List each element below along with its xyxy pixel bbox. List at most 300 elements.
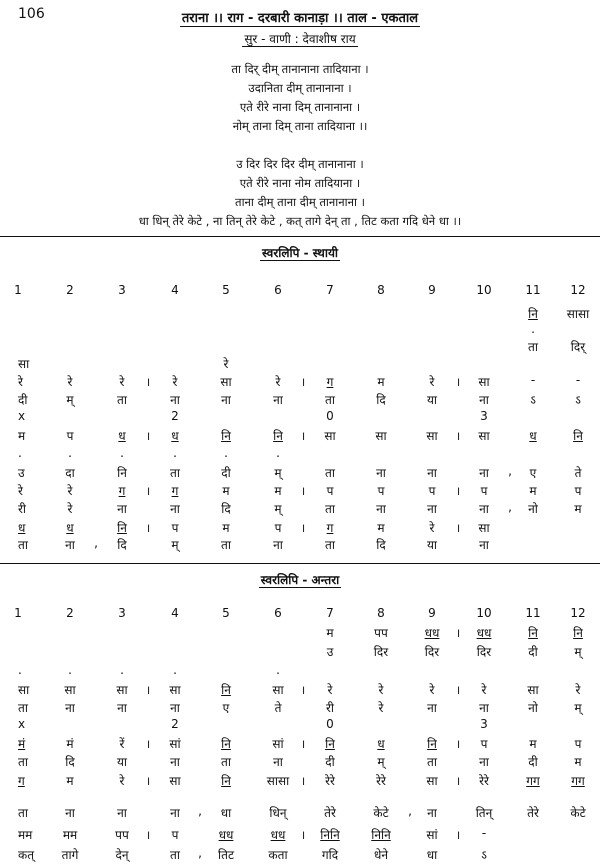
notation-row — [0, 355, 600, 375]
notation-cell: - — [481, 826, 487, 840]
notation-cell: ना — [479, 701, 489, 715]
notation-cell: नि — [325, 737, 335, 751]
notation-cell: रेरे — [376, 774, 386, 788]
notation-cell: ता — [18, 538, 28, 552]
notation-cell: 7 — [326, 283, 334, 297]
notation-cell: ना — [170, 701, 180, 715]
notation-cell: प — [274, 521, 282, 535]
notation-row — [0, 624, 600, 644]
notation-cell: . — [276, 446, 280, 460]
notation-cell: ते — [574, 466, 582, 480]
notation-cell: । — [455, 375, 461, 389]
notation-cell: ध — [66, 521, 74, 535]
notation-cell: 11 — [525, 283, 541, 297]
notation-cell: सां — [426, 828, 438, 842]
notation-row — [0, 663, 600, 683]
notation-cell: । — [455, 429, 461, 443]
notation-cell: नि — [221, 774, 231, 788]
notation-cell: ए — [529, 466, 537, 480]
notation-cell: . — [224, 446, 228, 460]
notation-cell: प — [480, 737, 488, 751]
notation-cell: ग — [171, 484, 179, 498]
notation-cell: रे — [223, 357, 229, 371]
notation-cell: ना — [170, 393, 180, 407]
notation-cell: सा — [169, 774, 181, 788]
notation-cell: दिर — [476, 645, 492, 659]
notation-cell: रे — [119, 375, 125, 389]
notation-cell: ना — [427, 502, 437, 516]
notation-cell: दिर — [373, 645, 389, 659]
notation-cell: , — [508, 500, 512, 514]
notation-row — [0, 735, 600, 755]
notation-cell: धिन् — [269, 806, 287, 820]
notation-cell: सां — [272, 737, 284, 751]
notation-cell: सा — [116, 683, 128, 697]
notation-cell: । — [300, 429, 306, 443]
notation-cell: म — [377, 375, 385, 389]
notation-cell: ना — [65, 701, 75, 715]
notation-cell: 12 — [570, 283, 586, 297]
notation-cell: ता — [325, 502, 335, 516]
notation-cell: . — [531, 322, 535, 336]
notation-cell: नि — [221, 737, 231, 751]
notation-cell: ध — [377, 737, 385, 751]
notation-row — [0, 536, 600, 556]
notation-cell: रे — [18, 484, 23, 498]
notation-cell: म — [274, 484, 282, 498]
notation-cell: म् — [171, 538, 179, 552]
lyric-line: एते रीरे नाना दिम् तानानाना । — [239, 100, 361, 114]
page-title — [0, 8, 600, 26]
notation-cell: रे — [378, 701, 384, 715]
notation-cell: , — [94, 536, 98, 550]
antara-heading — [0, 571, 600, 588]
notation-cell: मम — [62, 828, 78, 842]
notation-cell: । — [145, 429, 151, 443]
notation-cell: धेने — [373, 848, 389, 862]
notation-cell: सा — [478, 429, 490, 443]
subtitle-text: सुर - वाणी : देवाशीष राय — [244, 32, 356, 46]
notation-cell: सासा — [266, 774, 290, 788]
notation-cell: नि — [427, 737, 437, 751]
notation-cell: 12 — [570, 606, 586, 620]
notation-cell: ता — [221, 538, 231, 552]
notation-cell: तागे — [61, 848, 79, 862]
notation-cell: 9 — [428, 283, 436, 297]
notation-cell: । — [145, 683, 151, 697]
notation-cell: । — [455, 521, 461, 535]
notation-cell: 1 — [14, 283, 22, 297]
notation-cell: रे — [327, 683, 333, 697]
notation-cell: सासा — [566, 307, 590, 321]
notation-cell: री — [325, 701, 335, 715]
notation-cell: दि — [376, 538, 386, 552]
notation-row — [0, 753, 600, 773]
notation-cell: 8 — [377, 606, 385, 620]
notation-cell: , — [508, 464, 512, 478]
lyric-line: धा धिन् तेरे केटे , ना तिन् तेरे केटे , कत् तागे देन् ता , तिट कता गदि धेने धा ।। — [138, 214, 462, 228]
notation-cell: । — [145, 484, 151, 498]
notation-cell: 10 — [476, 606, 492, 620]
notation-cell: धध — [476, 626, 492, 640]
notation-cell: मम — [18, 828, 33, 842]
notation-cell: ता — [325, 393, 335, 407]
notation-cell: x — [18, 717, 26, 731]
notation-cell: ना — [479, 393, 489, 407]
notation-cell: । — [300, 484, 306, 498]
notation-cell: नि — [273, 429, 283, 443]
notation-cell: रेरे — [325, 774, 335, 788]
lyric-line: ता दिर् दीम् तानानाना तादियाना । — [231, 62, 369, 76]
notation-cell: 7 — [326, 606, 334, 620]
notation-cell: रे — [429, 521, 435, 535]
notation-cell: ता — [221, 755, 231, 769]
notation-cell: देन् — [115, 848, 129, 862]
notation-cell: । — [455, 484, 461, 498]
notation-row — [0, 283, 600, 303]
notation-cell: सा — [426, 429, 438, 443]
notation-cell: मं — [66, 737, 74, 751]
notation-cell: . — [173, 446, 177, 460]
notation-cell: 8 — [377, 283, 385, 297]
notation-cell: ना — [427, 466, 437, 480]
divider — [0, 236, 600, 237]
notation-cell: दिर — [424, 645, 440, 659]
notation-cell: रे — [275, 375, 281, 389]
notation-cell: । — [145, 774, 151, 788]
notation-cell: . — [173, 663, 177, 677]
sthayi-heading — [0, 244, 600, 261]
notation-cell: । — [455, 774, 461, 788]
notation-cell: ना — [117, 806, 127, 820]
notation-cell: ता — [325, 466, 335, 480]
notation-cell: ता — [325, 538, 335, 552]
notation-cell: ते — [274, 701, 282, 715]
notation-cell: । — [300, 737, 306, 751]
notation-cell: । — [300, 828, 306, 842]
notation-cell: प — [171, 828, 179, 842]
notation-cell: रे — [172, 375, 178, 389]
notation-cell: ना — [376, 502, 386, 516]
notation-cell: नो — [528, 701, 538, 715]
page-number: 106 — [18, 6, 45, 22]
notation-cell: नि — [573, 429, 583, 443]
notation-cell: । — [300, 683, 306, 697]
notation-cell: रे — [119, 774, 125, 788]
notation-cell: प — [377, 484, 385, 498]
notation-cell: सा — [375, 429, 387, 443]
notation-cell: ना — [273, 538, 283, 552]
divider — [0, 563, 600, 564]
lyric-line: एते रीरे नाना नोम तादियाना । — [239, 176, 361, 190]
notation-cell: ना — [479, 538, 489, 552]
notation-row — [0, 391, 600, 411]
notation-cell: ता — [427, 755, 437, 769]
notation-cell: । — [145, 737, 151, 751]
notation-row — [0, 643, 600, 663]
notation-cell: 3 — [480, 717, 488, 731]
notation-cell: सा — [478, 521, 490, 535]
notation-row — [0, 482, 600, 502]
notation-row — [0, 446, 600, 466]
notation-cell: 6 — [274, 283, 282, 297]
notation-cell: ना — [273, 755, 283, 769]
notation-cell: 2 — [66, 606, 74, 620]
notation-cell: । — [145, 828, 151, 842]
notation-cell: । — [455, 626, 461, 640]
notation-cell: सा — [18, 683, 30, 697]
notation-cell: । — [145, 521, 151, 535]
notation-cell: । — [455, 683, 461, 697]
notation-cell: सा — [426, 774, 438, 788]
page-subtitle — [0, 30, 600, 47]
notation-cell: रें — [119, 737, 125, 751]
notation-cell: ध — [171, 429, 179, 443]
notation-cell: । — [300, 774, 306, 788]
notation-cell: ग — [326, 521, 334, 535]
notation-cell: गदि — [321, 848, 339, 862]
lyric-line: ताना दीम् ताना दीम् तानानाना । — [235, 195, 365, 209]
notation-row — [0, 409, 600, 429]
notation-cell: म — [529, 737, 537, 751]
notation-cell: ता — [117, 393, 127, 407]
notation-cell: प — [326, 484, 334, 498]
notation-row — [0, 606, 600, 626]
notation-cell: . — [120, 663, 124, 677]
notation-cell: 4 — [171, 606, 179, 620]
lyrics-block — [0, 60, 600, 231]
notation-cell: म — [377, 521, 385, 535]
notation-cell: 0 — [326, 409, 334, 423]
notation-cell: कता — [268, 848, 288, 862]
notation-cell: सा — [169, 683, 181, 697]
notation-cell: ध — [118, 429, 126, 443]
notation-cell: दि — [65, 755, 75, 769]
notation-cell: म् — [377, 755, 385, 769]
notation-cell: . — [68, 446, 72, 460]
notation-cell: ना — [479, 755, 489, 769]
notation-cell: नि — [221, 429, 231, 443]
notation-cell: - — [575, 373, 581, 387]
notation-cell: म — [66, 774, 74, 788]
notation-cell: ना — [65, 806, 75, 820]
notation-cell: ऽ — [481, 848, 487, 862]
notation-cell: धा — [426, 848, 438, 862]
notation-row — [0, 681, 600, 701]
notation-cell: रेरे — [479, 774, 489, 788]
title-text: तराना ।। राग - दरबारी कानाड़ा ।। ताल - एकताल — [181, 11, 419, 26]
notation-cell: 2 — [66, 283, 74, 297]
notation-cell: 6 — [274, 606, 282, 620]
notation-cell: म् — [66, 393, 74, 407]
notation-row — [0, 804, 600, 824]
notation-cell: री — [18, 502, 27, 516]
notation-row — [0, 427, 600, 447]
notation-cell: ग — [118, 484, 126, 498]
notation-cell: 3 — [118, 283, 126, 297]
notation-cell: कत् — [18, 848, 35, 862]
lyric-line: उ दिर दिर दिर दीम् तानानाना । — [236, 157, 364, 171]
notation-cell: 9 — [428, 606, 436, 620]
notation-cell: - — [530, 373, 536, 387]
notation-cell: रे — [429, 683, 435, 697]
notation-cell: नि — [221, 683, 231, 697]
notation-cell: या — [426, 393, 438, 407]
notation-cell: रे — [481, 683, 487, 697]
notation-cell: गग — [526, 774, 540, 788]
notation-cell: . — [68, 663, 72, 677]
notation-cell: ता — [18, 701, 28, 715]
notation-cell: रे — [378, 683, 384, 697]
notation-cell: ग — [326, 375, 334, 389]
notation-cell: ता — [170, 848, 180, 862]
notation-cell: ना — [170, 806, 180, 820]
notation-cell: ना — [427, 701, 437, 715]
notation-cell: धा — [220, 806, 232, 820]
notation-cell: ना — [170, 502, 180, 516]
notation-cell: दी — [528, 755, 538, 769]
notation-cell: तेरे — [324, 806, 336, 820]
sthayi-heading-text: स्वरलिपि - स्थायी — [261, 246, 339, 260]
notation-cell: म — [529, 484, 537, 498]
notation-cell: रे — [575, 683, 581, 697]
notation-cell: ए — [222, 701, 230, 715]
notation-cell: ता — [170, 466, 180, 480]
notation-cell: केटे — [373, 806, 389, 820]
notation-cell: निनि — [320, 828, 340, 842]
notation-cell: रे — [67, 375, 73, 389]
notation-cell: म् — [574, 645, 582, 659]
notation-cell: रे — [67, 484, 73, 498]
notation-cell: प — [66, 429, 74, 443]
notation-cell: ध — [18, 521, 26, 535]
notation-cell: ता — [18, 806, 28, 820]
notation-cell: प — [574, 737, 582, 751]
notation-cell: प — [171, 521, 179, 535]
notation-cell: मं — [18, 737, 26, 751]
notation-cell: दा — [65, 466, 75, 480]
notation-cell: नि — [117, 521, 127, 535]
notation-cell: 3 — [118, 606, 126, 620]
notation-cell: , — [408, 804, 412, 818]
notation-cell: दी — [325, 755, 335, 769]
notation-cell: । — [300, 375, 306, 389]
notation-cell: ना — [117, 701, 127, 715]
notation-cell: । — [300, 521, 306, 535]
notation-cell: नि — [117, 466, 127, 480]
notation-cell: पप — [115, 828, 129, 842]
notation-cell: ग — [18, 774, 25, 788]
notation-cell: दी — [528, 645, 538, 659]
notation-cell: । — [145, 375, 151, 389]
notation-cell: प — [428, 484, 436, 498]
notation-cell: प — [574, 484, 582, 498]
notation-cell: उ — [326, 645, 334, 659]
notation-cell: दी — [221, 466, 231, 480]
lyric-line: उदानिता दीम् तानानाना । — [248, 81, 352, 95]
notation-cell: ना — [65, 538, 75, 552]
notation-cell: रे — [18, 375, 23, 389]
notation-row — [0, 772, 600, 792]
notation-cell: ध — [529, 429, 537, 443]
notation-cell: ना — [479, 502, 489, 516]
notation-cell: म — [574, 755, 582, 769]
notation-cell: उ — [18, 466, 25, 480]
notation-cell: । — [455, 828, 461, 842]
notation-cell: 4 — [171, 283, 179, 297]
notation-row — [0, 717, 600, 737]
notation-cell: तिट — [218, 848, 234, 862]
notation-cell: दि — [221, 502, 231, 516]
notation-cell: . — [18, 446, 22, 460]
notation-cell: म् — [274, 502, 282, 516]
notation-cell: सा — [272, 683, 284, 697]
notation-cell: ऽ — [530, 393, 536, 407]
notation-cell: ना — [479, 466, 489, 480]
notation-cell: ता — [18, 755, 28, 769]
notation-cell: नि — [528, 307, 538, 321]
notation-cell: दी — [18, 393, 28, 407]
notation-cell: नो — [528, 502, 538, 516]
notation-cell: ना — [221, 393, 231, 407]
notation-cell: पप — [374, 626, 388, 640]
notation-cell: ना — [117, 502, 127, 516]
notation-cell: दि — [117, 538, 127, 552]
notation-cell: . — [120, 446, 124, 460]
notation-cell: 2 — [171, 409, 179, 423]
notation-cell: रे — [429, 375, 435, 389]
notation-cell: धध — [270, 828, 286, 842]
notation-cell: म — [18, 429, 26, 443]
notation-row — [0, 464, 600, 484]
notation-cell: 2 — [171, 717, 179, 731]
notation-cell: 0 — [326, 717, 334, 731]
notation-cell: या — [116, 755, 128, 769]
notation-cell: नि — [528, 626, 538, 640]
notation-cell: सां — [169, 737, 181, 751]
notation-cell: 5 — [222, 283, 230, 297]
notation-cell: ना — [273, 393, 283, 407]
notation-cell: 5 — [222, 606, 230, 620]
notation-cell: म — [326, 626, 334, 640]
notation-cell: ना — [376, 466, 386, 480]
notation-cell: सा — [64, 683, 76, 697]
notation-cell: सा — [478, 375, 490, 389]
notation-cell: सा — [18, 357, 30, 371]
notation-cell: सा — [324, 429, 336, 443]
notation-cell: धध — [218, 828, 234, 842]
notation-cell: प — [480, 484, 488, 498]
notation-cell: दि — [376, 393, 386, 407]
notation-cell: गग — [571, 774, 585, 788]
notation-cell: . — [276, 663, 280, 677]
notation-cell: , — [198, 804, 202, 818]
notation-cell: नि — [573, 626, 583, 640]
notation-cell: म — [222, 484, 230, 498]
notation-cell: तेरे — [527, 806, 539, 820]
lyric-line: नोम् ताना दिम् ताना तादियाना ।। — [232, 119, 368, 133]
notation-cell: , — [198, 846, 202, 860]
notation-cell: x — [18, 409, 26, 423]
notation-cell: रे — [67, 502, 73, 516]
notation-cell: 1 — [14, 606, 22, 620]
notation-cell: केटे — [570, 806, 586, 820]
antara-heading-text: स्वरलिपि - अन्तरा — [260, 573, 340, 587]
notation-cell: या — [426, 538, 438, 552]
notation-cell: म — [574, 502, 582, 516]
notation-cell: . — [18, 663, 22, 677]
notation-cell: तिन् — [475, 806, 493, 820]
